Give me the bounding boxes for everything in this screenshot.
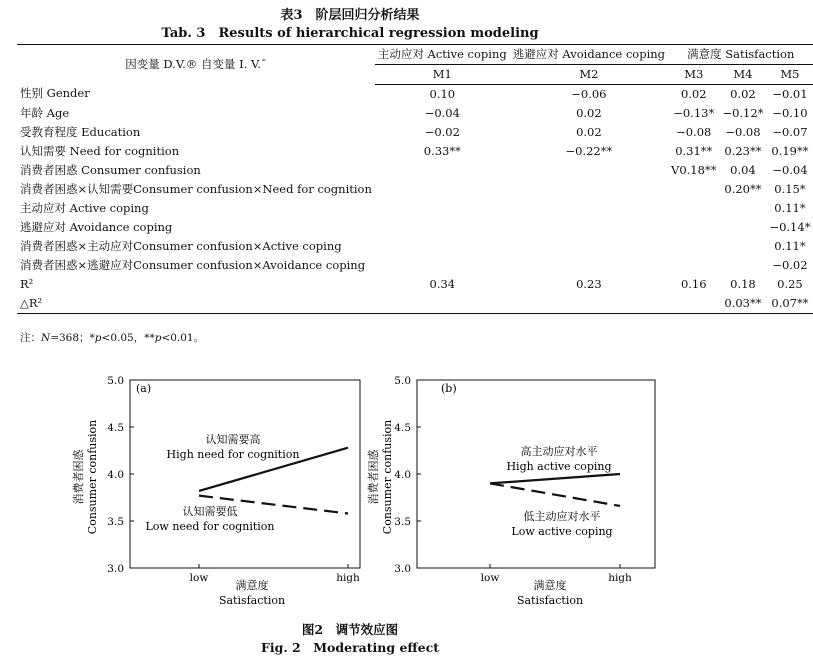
x-axis-label-zh: 满意度 <box>533 579 567 592</box>
header-dv-iv: 因变量 D.V.® 自变量 I. V.¯ <box>17 45 375 85</box>
model-header-m3: M3 <box>668 65 719 85</box>
x-tick-low: low <box>189 572 209 584</box>
coef-cell-m5: −0.07 <box>772 124 808 139</box>
row-label: 主动应对 Active coping <box>20 200 149 215</box>
table-note: 注：N=368；*p<0.05，**p<0.01。 <box>20 332 205 344</box>
high-series-label-en: High active coping <box>506 460 612 473</box>
y-tick-label: 5.0 <box>394 375 411 387</box>
coef-cell-m4 <box>719 237 766 256</box>
coef-cell-m3: 0.16 <box>680 276 707 291</box>
coef-cell-m4: −0.08 <box>725 124 761 139</box>
table-row <box>17 180 813 199</box>
coef-cell-m3: 0.02 <box>680 86 707 101</box>
y-axis-label-zh: 消费者困惑 <box>72 449 85 505</box>
row-label: 年龄 Age <box>20 105 70 120</box>
series-line-low <box>490 483 620 506</box>
x-axis-label-en: Satisfaction <box>218 594 286 607</box>
coef-cell-m2: 0.02 <box>576 124 602 139</box>
group-header-active-coping: 主动应对 Active coping <box>375 45 510 65</box>
row-label: 消费者困惑×主动应对Consumer confusion×Active coping <box>20 238 342 253</box>
table-row <box>17 161 813 180</box>
coef-cell-m4: 0.20** <box>724 181 762 196</box>
series-line-high <box>490 474 620 483</box>
coef-cell-m3 <box>668 256 719 275</box>
x-tick-low: low <box>480 572 500 584</box>
model-header-m2: M2 <box>510 65 668 85</box>
table-row <box>17 85 813 105</box>
y-tick-label: 5.0 <box>107 375 124 387</box>
y-axis-label-en: Consumer confusion <box>86 419 99 535</box>
coef-cell-m1 <box>375 294 510 314</box>
y-axis-label-en: Consumer confusion <box>381 419 394 535</box>
high-series-label-zh: 高主动应对水平 <box>520 445 598 458</box>
panel-label: (a) <box>136 382 152 395</box>
x-tick-high: high <box>608 572 632 584</box>
regression-table <box>17 44 813 314</box>
plot-frame <box>130 380 360 568</box>
y-tick-label: 4.5 <box>107 422 124 434</box>
coef-cell-m3: V0.18** <box>671 162 717 177</box>
row-label: 消费者困惑 Consumer confusion <box>20 162 201 177</box>
coef-cell-m4 <box>719 218 766 237</box>
coef-cell-m2 <box>510 294 668 314</box>
x-axis-label-zh: 满意度 <box>235 579 269 592</box>
coef-cell-m1: −0.04 <box>424 105 460 120</box>
figure-caption-en: Fig. 2 Moderating effect <box>260 640 440 655</box>
group-header-avoidance-coping: 逃避应对 Avoidance coping <box>510 45 668 65</box>
moderation-plot-b <box>365 365 665 619</box>
coef-cell-m1 <box>375 256 510 275</box>
coef-cell-m4: 0.23** <box>724 143 762 158</box>
low-series-label-en: Low need for cognition <box>145 520 275 533</box>
coef-cell-m1 <box>375 199 510 218</box>
coef-cell-m2: −0.22** <box>565 143 613 158</box>
coef-cell-m1: 0.10 <box>429 86 456 101</box>
high-series-label-en: High need for cognition <box>166 448 300 461</box>
table-row <box>17 218 813 237</box>
table-row <box>17 123 813 142</box>
y-tick-label: 3.5 <box>107 516 124 528</box>
coef-cell-m1 <box>375 161 510 180</box>
row-label: R² <box>20 276 34 291</box>
row-label: 性别 Gender <box>20 86 90 101</box>
table-row <box>17 237 813 256</box>
low-series-label-en: Low active coping <box>511 525 613 538</box>
model-header-m1: M1 <box>375 65 510 85</box>
low-series-label-zh: 认知需要低 <box>182 505 238 518</box>
coef-cell-m2 <box>510 180 668 199</box>
plot-a-svg <box>70 365 370 615</box>
coef-cell-m5: 0.07** <box>766 294 813 314</box>
x-axis-label-en: Satisfaction <box>516 594 584 607</box>
coef-cell-m3: −0.13* <box>673 105 715 120</box>
coef-cell-m5: −0.04 <box>772 162 808 177</box>
coef-cell-m3: −0.08 <box>676 124 712 139</box>
coef-cell-m2: −0.06 <box>571 86 607 101</box>
coef-cell-m2 <box>510 161 668 180</box>
figure-caption-zh: 图2 调节效应图 <box>301 622 399 637</box>
coef-cell-m4: 0.03** <box>719 294 766 314</box>
group-header-satisfaction: 满意度 Satisfaction <box>668 45 813 65</box>
coef-cell-m4: −0.12* <box>722 105 764 120</box>
coef-cell-m3 <box>668 237 719 256</box>
coef-cell-m5: −0.02 <box>772 257 808 272</box>
coef-cell-m5: −0.14* <box>769 219 811 234</box>
row-label: 受教育程度 Education <box>20 124 141 139</box>
coef-cell-m4: 0.04 <box>730 162 756 177</box>
coef-cell-m5: 0.25 <box>777 276 803 291</box>
row-label: 消费者困惑×认知需要Consumer confusion×Need for cognition <box>20 181 372 196</box>
coef-cell-m2: 0.23 <box>576 276 602 291</box>
coef-cell-m2: 0.02 <box>576 105 602 120</box>
y-tick-label: 4.0 <box>107 469 124 481</box>
table-title-en: Tab. 3 Results of hierarchical regression modeling <box>161 26 539 41</box>
model-header-m5: M5 <box>766 65 813 85</box>
table-row <box>17 256 813 275</box>
coef-cell-m1 <box>375 237 510 256</box>
coef-cell-m1: 0.34 <box>429 276 456 291</box>
y-axis-label-zh: 消费者困惑 <box>367 449 380 505</box>
table-row <box>17 199 813 218</box>
coef-cell-m2 <box>510 256 668 275</box>
coef-cell-m3 <box>668 180 719 199</box>
coef-cell-m2 <box>510 218 668 237</box>
coef-cell-m5: 0.15* <box>774 181 806 196</box>
table-title-zh: 表3 阶层回归分析结果 <box>280 8 420 23</box>
coef-cell-m1 <box>375 180 510 199</box>
coef-cell-m2 <box>510 237 668 256</box>
x-tick-high: high <box>336 572 360 584</box>
coef-cell-m5: 0.11* <box>774 238 806 253</box>
y-tick-label: 4.0 <box>394 469 411 481</box>
y-tick-label: 4.5 <box>394 422 411 434</box>
row-label: 逃避应对 Avoidance coping <box>20 219 173 234</box>
plot-b-svg <box>365 365 665 615</box>
coef-cell-m1 <box>375 218 510 237</box>
coef-cell-m3 <box>668 294 719 314</box>
y-tick-label: 3.5 <box>394 516 411 528</box>
coef-cell-m5: 0.11* <box>774 200 806 215</box>
high-series-label-zh: 认知需要高 <box>205 433 261 446</box>
coef-cell-m4: 0.02 <box>730 86 756 101</box>
coef-cell-m3 <box>668 199 719 218</box>
table-row <box>17 275 813 294</box>
row-label: △R² <box>17 294 375 314</box>
moderation-plot-a <box>70 365 370 619</box>
y-tick-label: 3.0 <box>107 563 124 575</box>
coef-cell-m5: −0.01 <box>772 86 808 101</box>
y-tick-label: 3.0 <box>394 563 411 575</box>
coef-cell-m3: 0.31** <box>675 143 713 158</box>
coef-cell-m5: 0.19** <box>771 143 809 158</box>
coef-cell-m4: 0.18 <box>730 276 756 291</box>
table-row <box>17 142 813 161</box>
coef-cell-m3 <box>668 218 719 237</box>
table-row <box>17 294 813 314</box>
coef-cell-m5: −0.10 <box>772 105 808 120</box>
panel-label: (b) <box>441 382 457 395</box>
table-row <box>17 104 813 123</box>
coef-cell-m4 <box>719 199 766 218</box>
coef-cell-m4 <box>719 256 766 275</box>
coef-cell-m2 <box>510 199 668 218</box>
coef-cell-m1: −0.02 <box>424 124 460 139</box>
coef-cell-m1: 0.33** <box>423 143 461 158</box>
low-series-label-zh: 低主动应对水平 <box>523 510 601 523</box>
model-header-m4: M4 <box>719 65 766 85</box>
row-label: 认知需要 Need for cognition <box>20 143 180 158</box>
row-label: 消费者困惑×逃避应对Consumer confusion×Avoidance coping <box>20 257 366 272</box>
